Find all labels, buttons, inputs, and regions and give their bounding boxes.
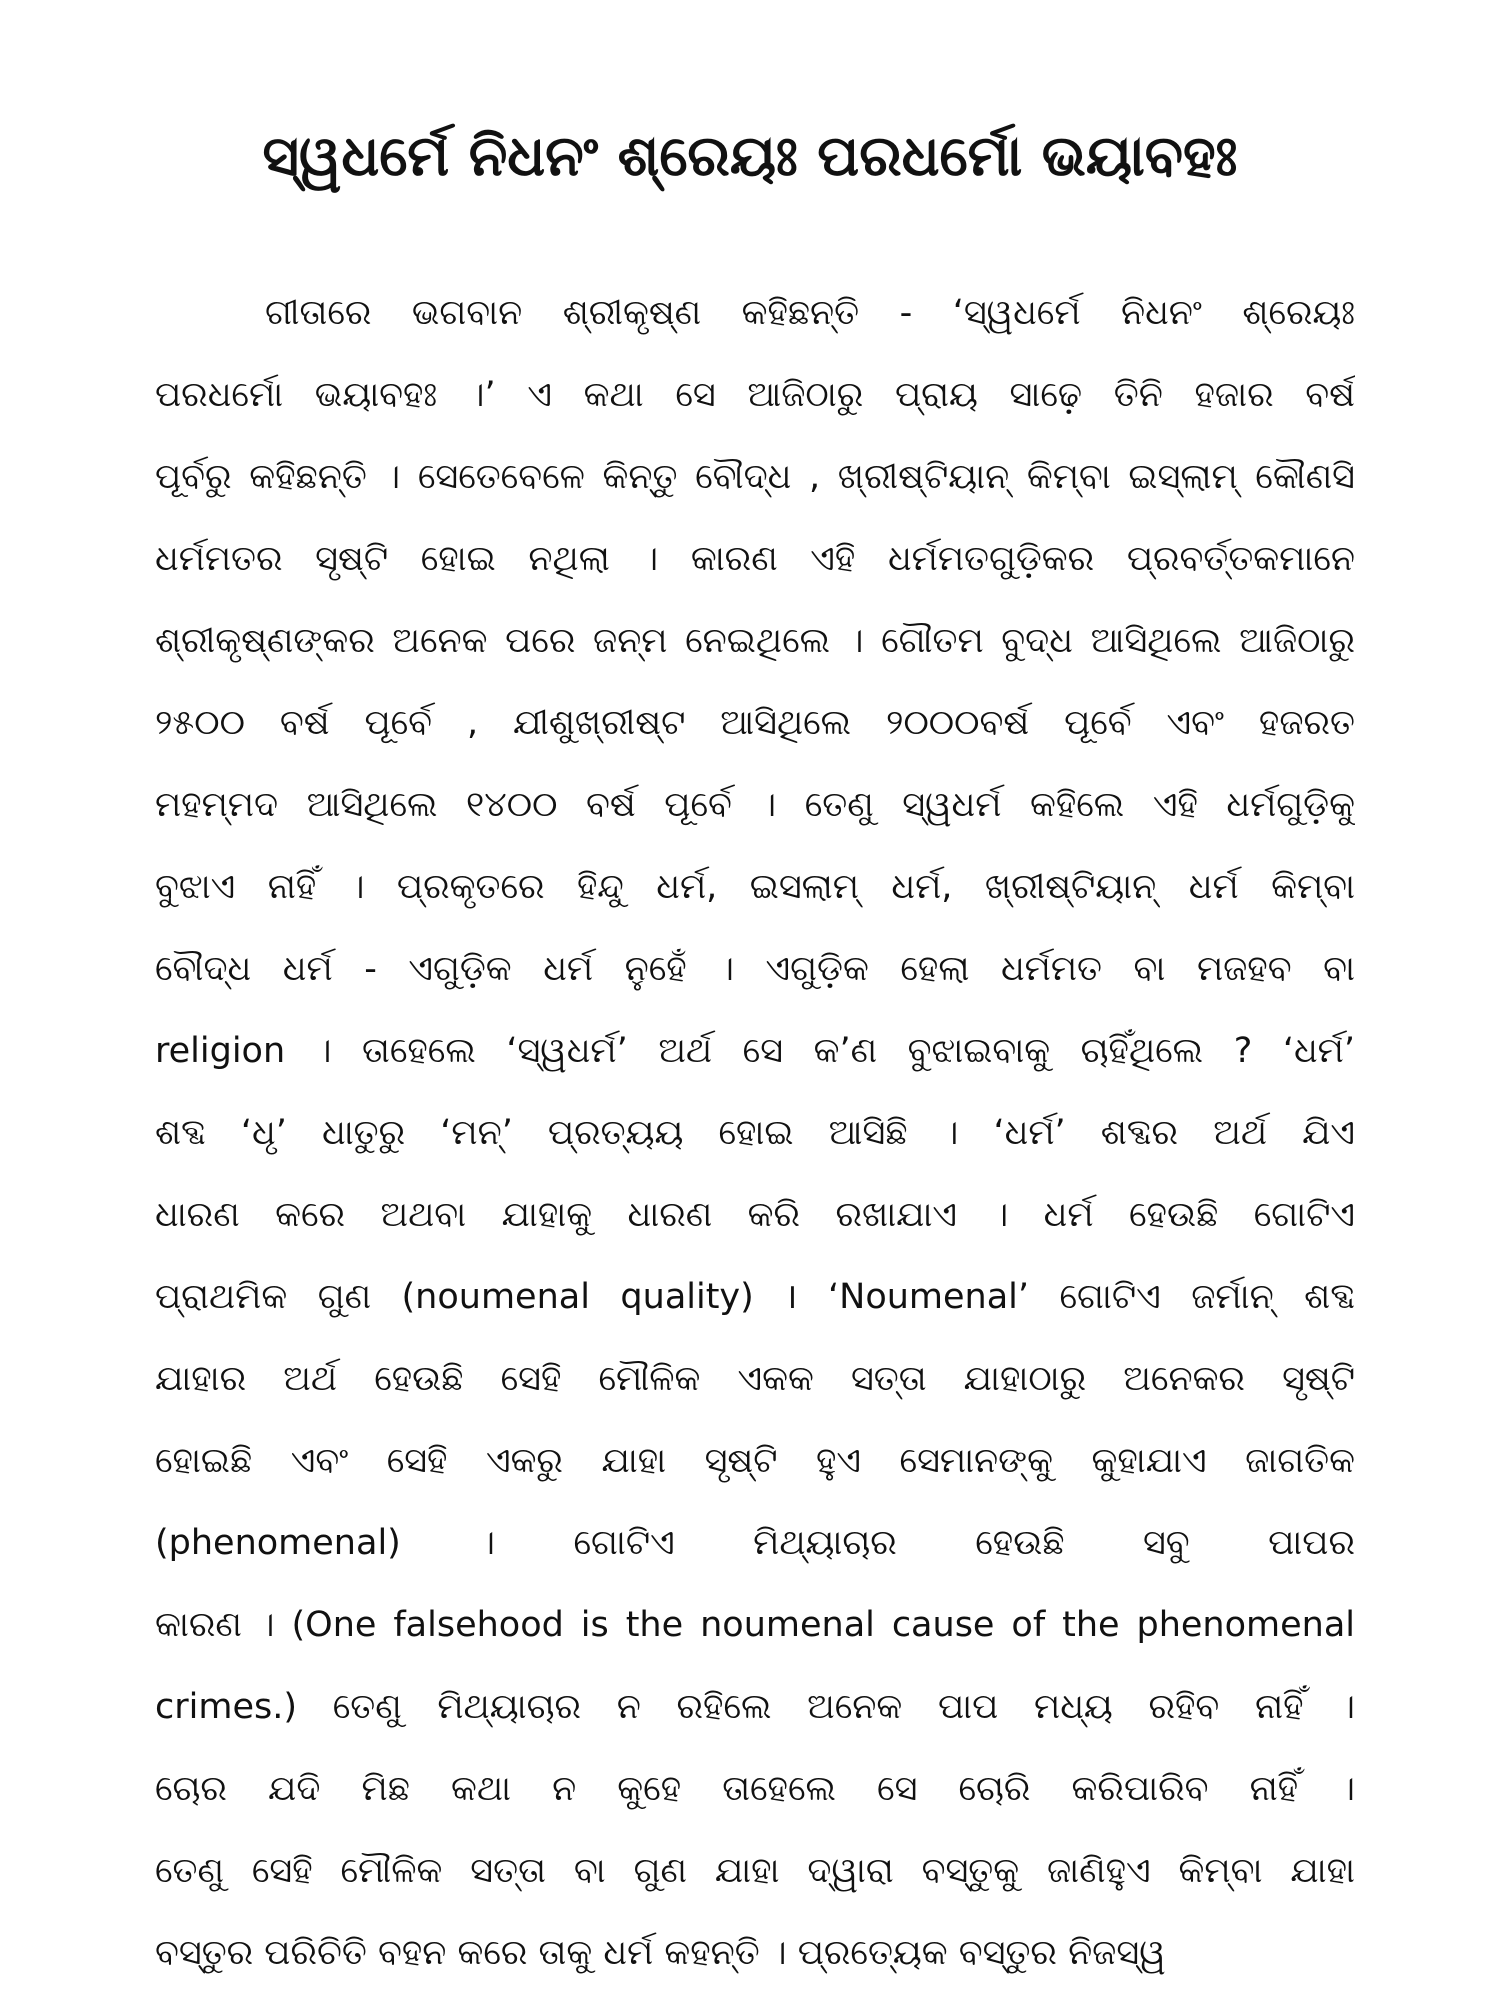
text-line: crimes.) ତେଣୁ ମିଥ୍ୟାଚାର ନ ରହିଲେ ଅନେକ ପାପ ମଧ୍ୟ ରହିବ ନାହିଁ । bbox=[155, 1687, 1355, 1727]
text-line: କାରଣ । (One falsehood is the noumenal cause of the phenomenal bbox=[155, 1605, 1355, 1645]
text-line: ୨୫୦୦ ବର୍ଷ ପୂର୍ବେ , ଯୀଶୁଖ୍ରୀଷ୍ଟ ଆସିଥିଲେ ୨୦୦୦ବର୍ଷ ପୂର୍ବେ ଏବଂ ହଜରତ bbox=[155, 703, 1355, 743]
text-line: ଗୀତାରେ ଭଗବାନ ଶ୍ରୀକୃଷ୍ଣ କହିଛନ୍ତି - ‘ସ୍ୱଧର୍ମେ ନିଧନଂ ଶ୍ରେୟଃ bbox=[265, 293, 1355, 333]
text-line: religion । ତାହେଲେ ‘ସ୍ୱଧର୍ମ’ ଅର୍ଥ ସେ କ’ଣ ବୁଝାଇବାକୁ ଚାହିଁଥିଲେ ? ‘ଧର୍ମ’ bbox=[155, 1031, 1355, 1071]
text-line: ଯାହାର ଅର୍ଥ ହେଉଛି ସେହି ମୌଳିକ ଏକକ ସତ୍ତା ଯାହାଠାରୁ ଅନେକର ସୃଷ୍ଟି bbox=[155, 1359, 1355, 1399]
text-line: ବୁଝାଏ ନାହିଁ । ପ୍ରକୃତରେ ହିନ୍ଦୁ ଧର୍ମ, ଇସଲାମ୍ ଧର୍ମ, ଖ୍ରୀଷ୍ଟିୟାନ୍ ଧର୍ମ କିମ୍ବା bbox=[155, 867, 1355, 907]
text-line: (phenomenal) । ଗୋଟିଏ ମିଥ୍ୟାଚାର ହେଉଛି ସବୁ ପାପର bbox=[155, 1523, 1355, 1563]
text-line: ବୌଦ୍ଧ ଧର୍ମ - ଏଗୁଡ଼ିକ ଧର୍ମ ନୁହେଁ । ଏଗୁଡ଼ିକ ହେଲା ଧର୍ମମତ ବା ମଜହବ ବା bbox=[155, 949, 1355, 989]
text-line: ଧର୍ମମତର ସୃଷ୍ଟି ହୋଇ ନଥିଲା । କାରଣ ଏହି ଧର୍ମମତଗୁଡ଼ିକର ପ୍ରବର୍ତ୍ତକମାନେ bbox=[155, 539, 1355, 579]
page-title: ସ୍ୱଧର୍ମେ ନିଧନଂ ଶ୍ରେୟଃ ପରଧର୍ମୋ ଭୟାବହଃ bbox=[262, 124, 1238, 189]
text-line: ପୂର୍ବରୁ କହିଛନ୍ତି । ସେତେବେଳେ କିନ୍ତୁ ବୌଦ୍ଧ , ଖ୍ରୀଷ୍ଟିୟାନ୍ କିମ୍ବା ଇସ୍‌ଲାମ୍ କୌଣସି bbox=[155, 457, 1355, 497]
text-line: ପ୍ରାଥମିକ ଗୁଣ (noumenal quality) । ‘Noumenal’ ଗୋଟିଏ ଜର୍ମାନ୍ ଶବ୍ଦ bbox=[155, 1277, 1355, 1317]
text-line: ଧାରଣ କରେ ଅଥବା ଯାହାକୁ ଧାରଣ କରି ରଖାଯାଏ । ଧର୍ମ ହେଉଛି ଗୋଟିଏ bbox=[155, 1195, 1355, 1235]
text-line: ଶବ୍ଦ ‘ଧୃ’ ଧାତୁରୁ ‘ମନ୍’ ପ୍ରତ୍ୟୟ ହୋଇ ଆସିଛି । ‘ଧର୍ମ’ ଶବ୍ଦର ଅର୍ଥ ଯିଏ bbox=[155, 1113, 1355, 1153]
text-line: ମହମ୍ମଦ ଆସିଥିଲେ ୧୪୦୦ ବର୍ଷ ପୂର୍ବେ । ତେଣୁ ସ୍ୱଧର୍ମ କହିଲେ ଏହି ଧର୍ମଗୁଡ଼ିକୁ bbox=[155, 785, 1355, 825]
text-line: ପରଧର୍ମୋ ଭୟାବହଃ ।’ ଏ କଥା ସେ ଆଜିଠାରୁ ପ୍ରାୟ ସାଢ଼େ ତିନି ହଜାର ବର୍ଷ bbox=[155, 375, 1355, 415]
text-line: ହୋଇଛି ଏବଂ ସେହି ଏକରୁ ଯାହା ସୃଷ୍ଟି ହୁଏ ସେମାନଙ୍କୁ କୁହାଯାଏ ଜାଗତିକ bbox=[155, 1441, 1355, 1481]
text-line: ତେଣୁ ସେହି ମୌଳିକ ସତ୍ତା ବା ଗୁଣ ଯାହା ଦ୍ୱାରା ବସ୍ତୁକୁ ଜାଣିହୁଏ କିମ୍ବା ଯାହା bbox=[155, 1851, 1355, 1891]
text-line: ଶ୍ରୀକୃଷ୍ଣଙ୍କର ଅନେକ ପରେ ଜନ୍ମ ନେଇଥିଲେ । ଗୌତମ ବୁଦ୍ଧ ଆସିଥିଲେ ଆଜିଠାରୁ bbox=[155, 621, 1355, 661]
text-line: ବସ୍ତୁର ପରିଚିତି ବହନ କରେ ତାକୁ ଧର୍ମ କହନ୍ତି । ପ୍ରତ୍ୟେକ ବସ୍ତୁର ନିଜସ୍ୱ bbox=[155, 1933, 1166, 1973]
body-paragraph bbox=[155, 272, 1355, 1994]
text-line: ଚୋର ଯଦି ମିଛ କଥା ନ କୁହେ ତାହେଲେ ସେ ଚୋରି କରିପାରିବ ନାହିଁ । bbox=[155, 1769, 1355, 1809]
